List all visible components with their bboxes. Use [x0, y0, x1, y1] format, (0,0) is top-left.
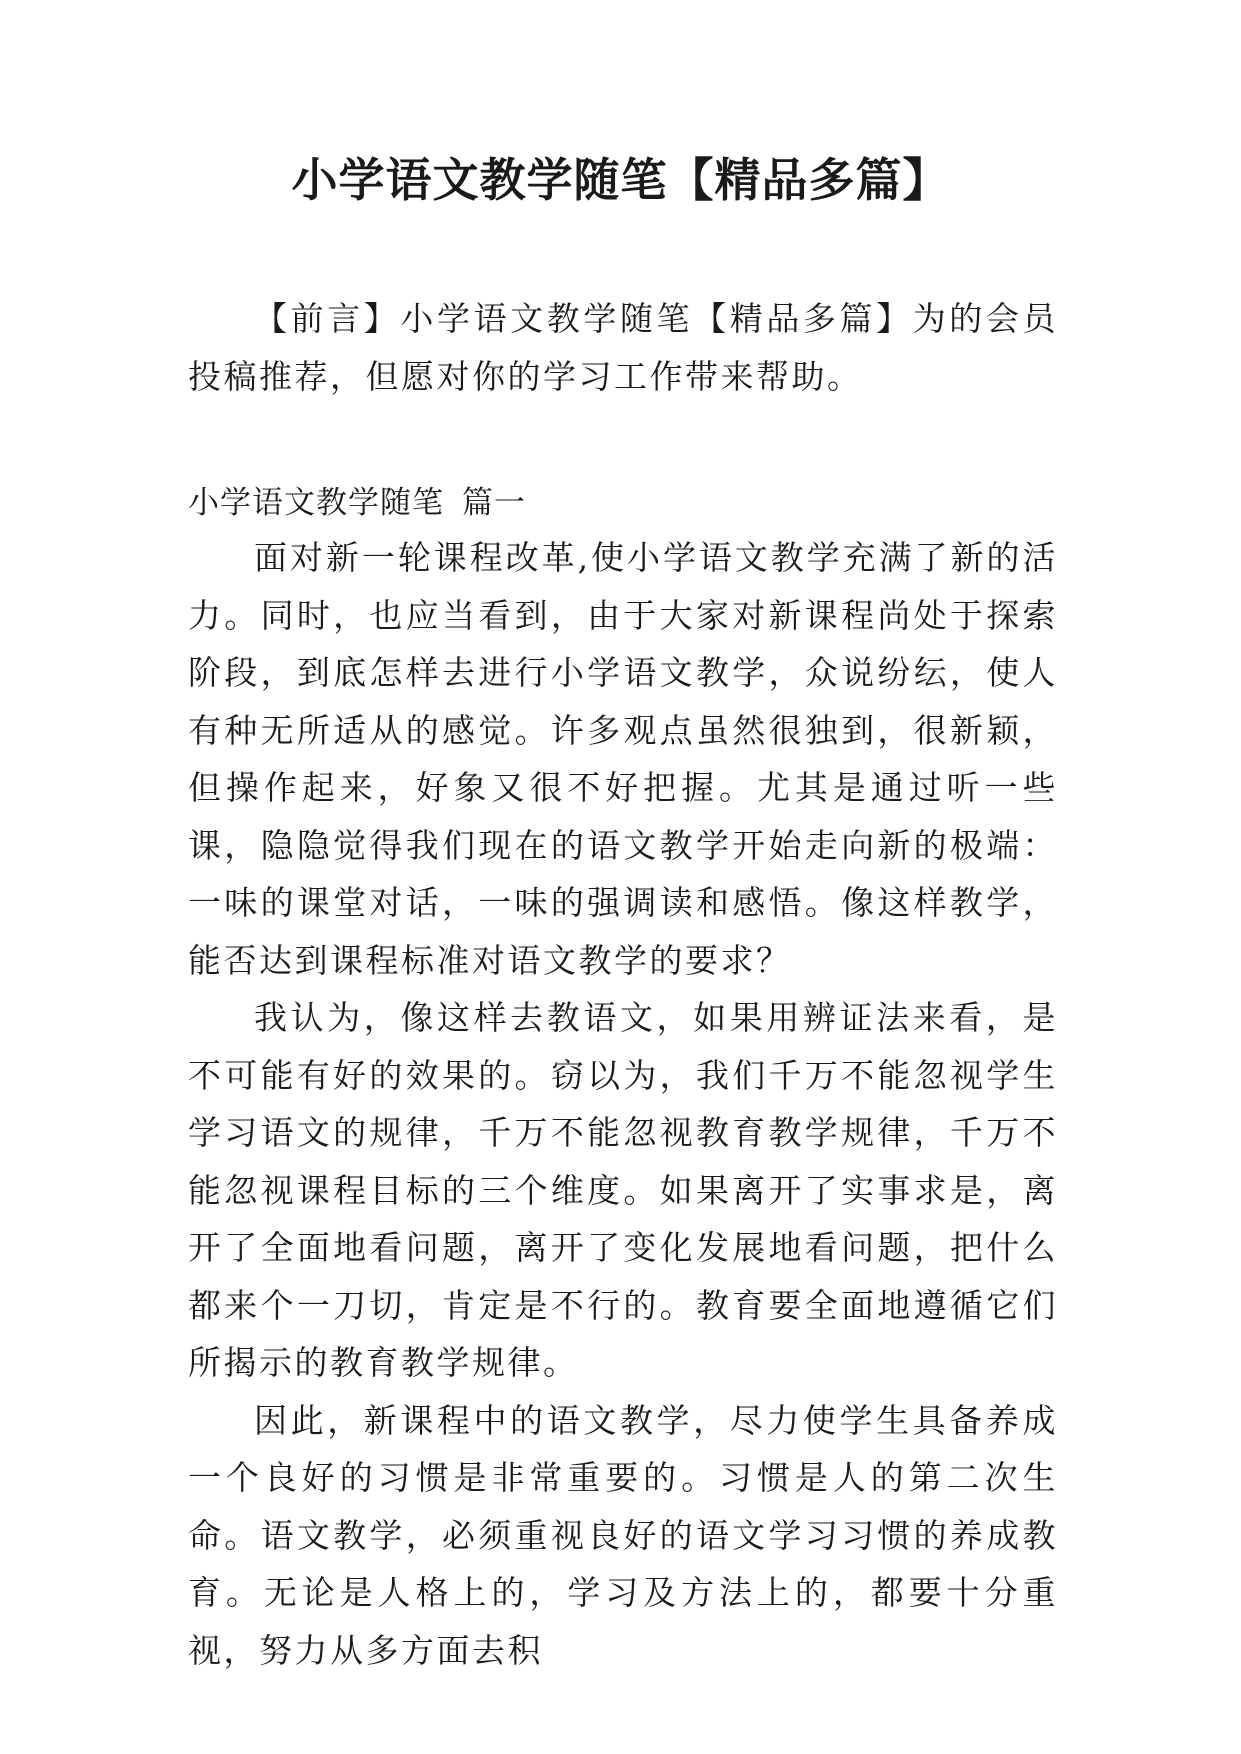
section-heading-number: 篇一 — [462, 485, 526, 521]
body-paragraph-3: 因此，新课程中的语文教学，尽力使学生具备养成一个良好的习惯是非常重要的。习惯是人的第二次生命。语文教学，必须重视良好的语文学习习惯的养成教育。无论是人格上的，学习及方法上的，都要十分重视，努力从多方面去积 — [188, 1400, 1058, 1670]
section-heading — [188, 483, 1058, 523]
document-title: 小学语文教学随笔【精品多篇】 — [291, 153, 950, 207]
body-paragraph-2: 我认为，像这样去教语文，如果用辨证法来看，是不可能有好的效果的。窃以为，我们千万不能忽视学生学习语文的规律，千万不能忽视教育教学规律，千万不能忽视课程目标的三个维度。如果离开了实事求是，离开了全面地看问题，离开了变化发展地看问题，把什么都来个一刀切，肯定是不行的。教育要全面地遵循它们所揭示的教育教学规律。 — [188, 998, 1058, 1382]
section-heading-title: 小学语文教学随笔 — [188, 485, 444, 521]
preface-paragraph: 【前言】小学语文教学随笔【精品多篇】为的会员投稿推荐，但愿对你的学习工作带来帮助。 — [188, 299, 1058, 396]
document-body — [188, 290, 1058, 1679]
body-paragraph-1: 面对新一轮课程改革,使小学语文教学充满了新的活力。同时，也应当看到，由于大家对新课程尚处于探索阶段，到底怎样去进行小学语文教学，众说纷纭，使人有种无所适从的感觉。许多观点虽然很独到，很新颖，但操作起来，好象又很不好把握。尤其是通过听一些课，隐隐觉得我们现在的语文教学开始走向新的极端：一味的课堂对话，一味的强调读和感悟。像这样教学，能否达到课程标准对语文教学的要求？ — [188, 538, 1058, 980]
